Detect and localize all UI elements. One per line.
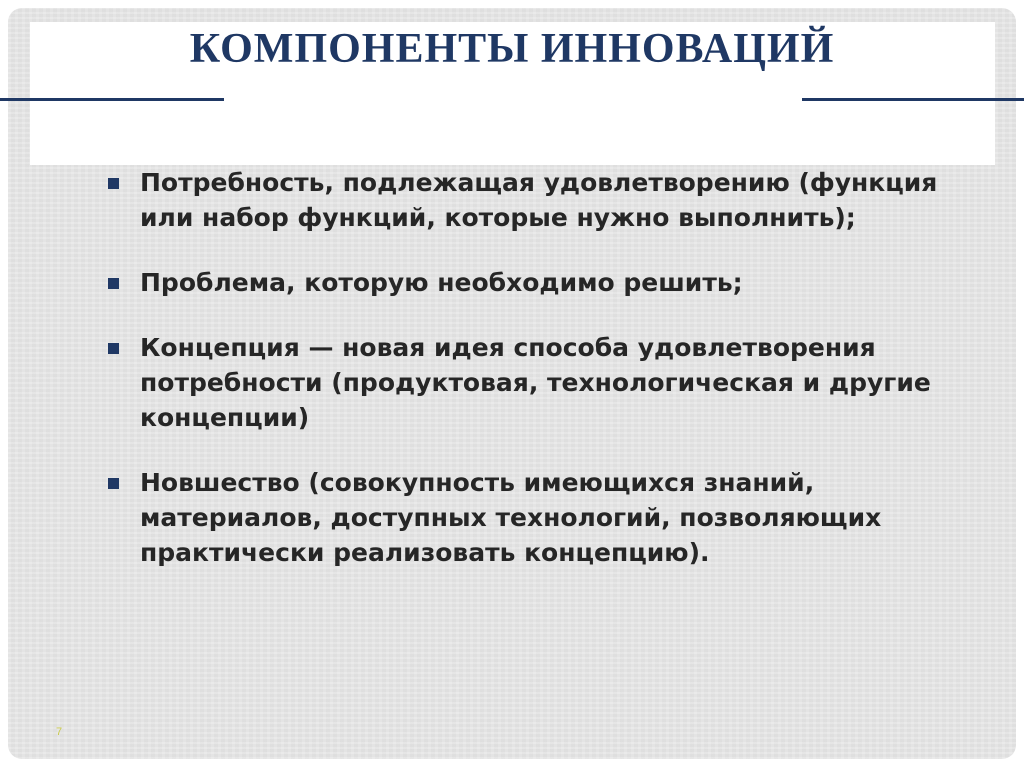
square-bullet-icon xyxy=(108,278,119,289)
bullet-item xyxy=(108,165,968,235)
bullet-item xyxy=(108,465,968,570)
square-bullet-icon xyxy=(108,478,119,489)
page-number: 7 xyxy=(56,726,63,738)
bullet-text: Концепция — новая идея способа удовлетворения потребности (продуктовая, технологическая и другие концепции) xyxy=(140,333,931,432)
square-bullet-icon xyxy=(108,178,119,189)
bullet-text: Потребность, подлежащая удовлетворению (функция или набор функций, которые нужно выполнить); xyxy=(140,168,938,232)
square-bullet-icon xyxy=(108,343,119,354)
bullet-item xyxy=(108,265,968,300)
bullet-list xyxy=(108,165,968,600)
title-rule-right xyxy=(802,98,1024,101)
bullet-text: Новшество (совокупность имеющихся знаний, материалов, доступных технологий, позволяющих практически реализовать концепцию). xyxy=(140,468,882,567)
bullet-text: Проблема, которую необходимо решить; xyxy=(140,268,743,297)
title-rule-left xyxy=(0,98,224,101)
slide-title: КОМПОНЕНТЫ ИННОВАЦИЙ xyxy=(189,26,835,72)
bullet-item xyxy=(108,330,968,435)
